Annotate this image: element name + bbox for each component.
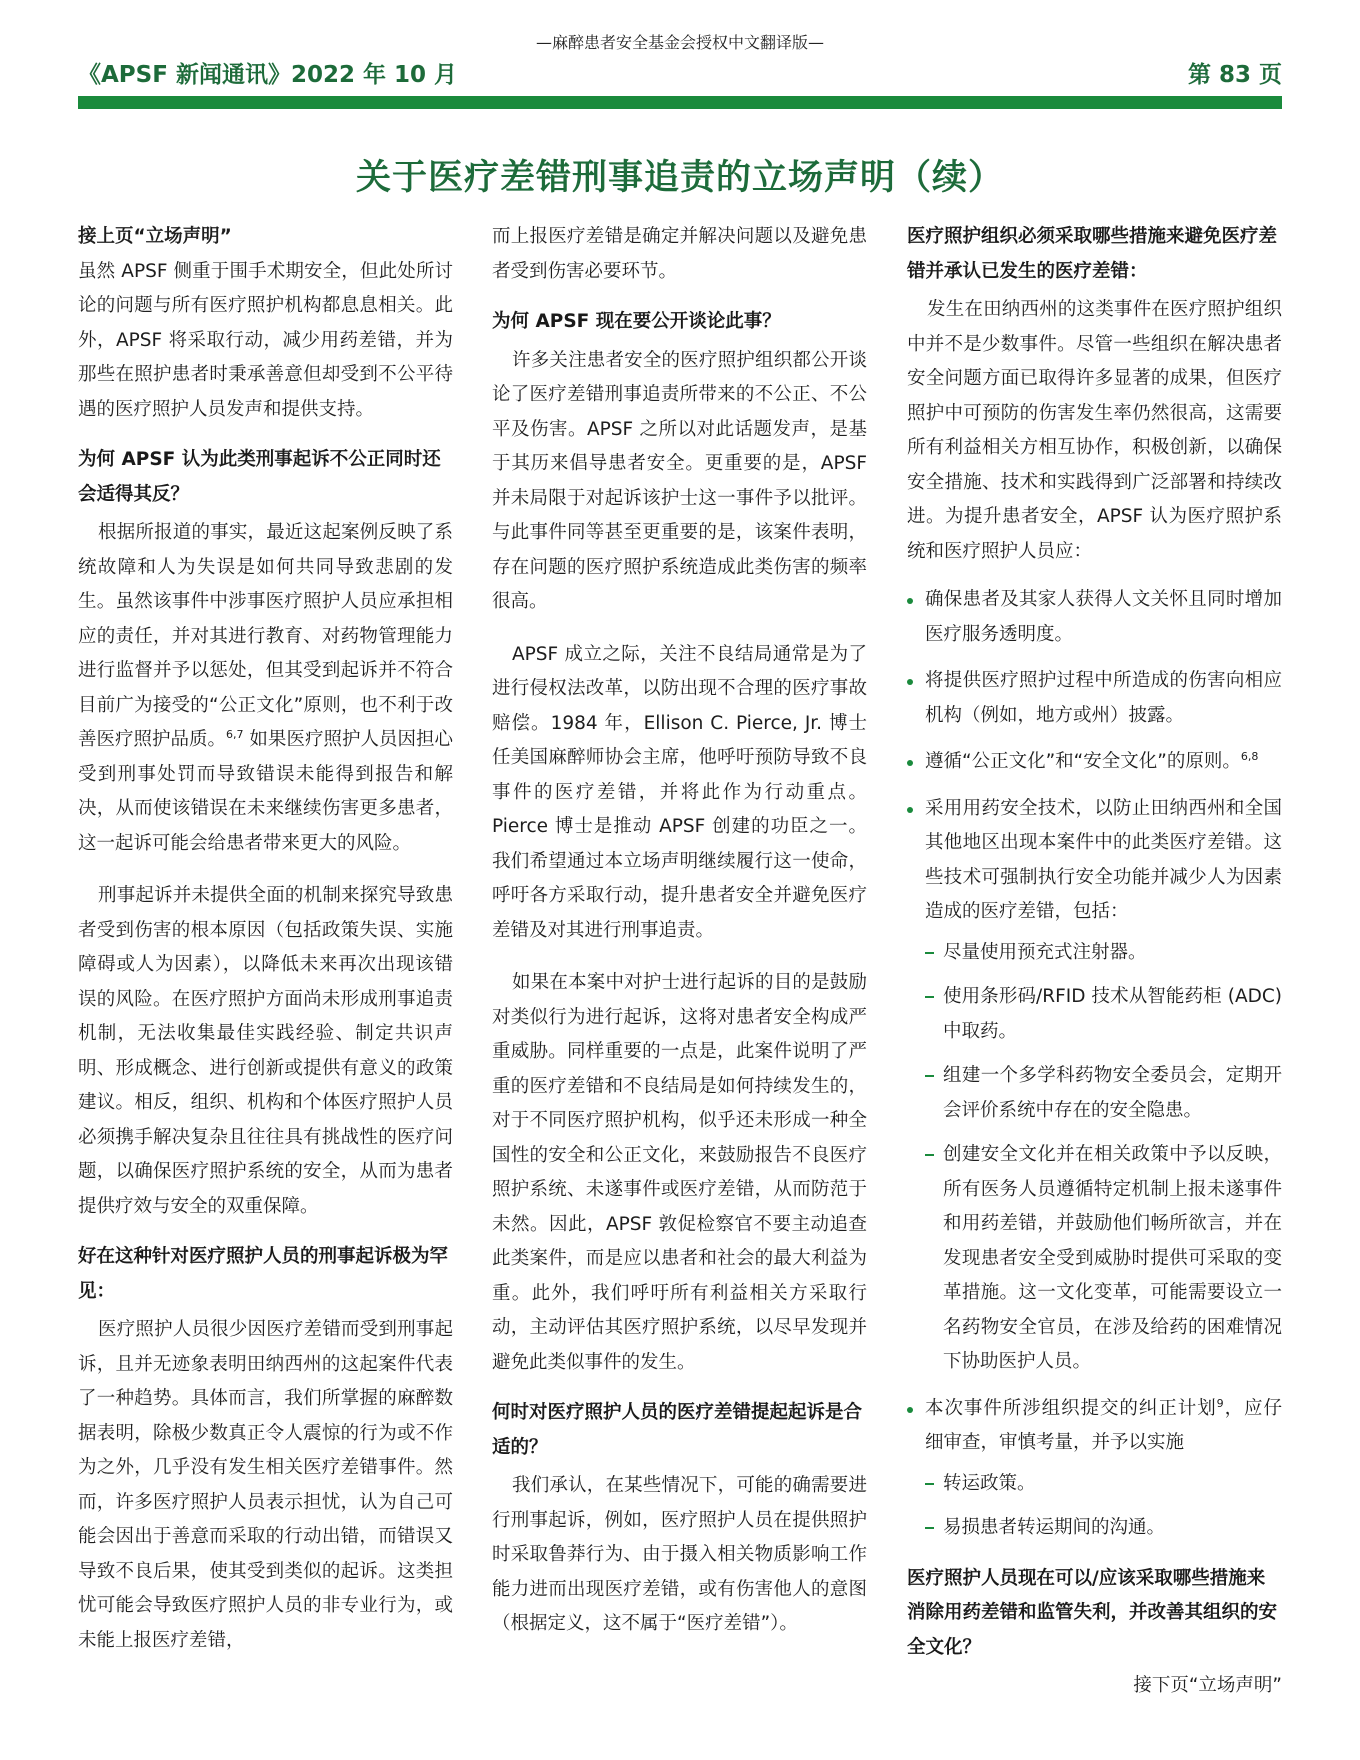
dash-icon xyxy=(925,952,934,954)
bullet-icon xyxy=(907,679,913,685)
paragraph xyxy=(78,516,453,861)
column-2 xyxy=(492,220,867,1642)
paragraph: 医疗照护人员很少因医疗差错而受到刑事起诉，且并无迹象表明田纳西州的这起案件代表了一种趋势。具体而言，我们所掌握的麻醉数据表明，除极少数真正令人震惊的行为或不作为之外，几乎没有发生相关医疗差错事件。然而，许多医疗照护人员表示担忧，认为自己可能会因出于善意而采取的行动出错，而错误又导致不良后果，使其受到类似的起诉。这类担忧可能会导致医疗照护人员的非专业行为，或未能上报医疗差错， xyxy=(78,1319,453,1651)
sub-list-item xyxy=(925,1138,1282,1380)
list-item xyxy=(907,1392,1282,1546)
continued-from-label: 接上页“立场声明” xyxy=(78,226,232,247)
citation: 6,8 xyxy=(1240,749,1259,763)
dash-icon xyxy=(925,996,934,998)
list-item-text: 将提供医疗照护过程中所造成的伤害向相应机构（例如，地方或州）披露。 xyxy=(925,670,1282,726)
list-item-text: 使用条形码/RFID 技术从智能药柜 (ADC) 中取药。 xyxy=(943,986,1282,1042)
list-item-text: 组建一个多学科药物安全委员会，定期开会评价系统中存在的安全隐患。 xyxy=(943,1065,1282,1121)
continued-on-label: 接下页“立场声明” xyxy=(1133,1675,1282,1696)
column-3 xyxy=(907,220,1282,1722)
list-item-text: 本次事件所涉组织提交的纠正计划 xyxy=(925,1397,1217,1419)
list-item-text: 遵循“公正文化”和“安全文化”的原则。 xyxy=(925,751,1241,772)
list-item-text: ，应仔细审查，审慎考量，并予以实施 xyxy=(925,1397,1282,1453)
column-1 xyxy=(78,220,453,1658)
section-heading: 为何 APSF 现在要公开谈论此事？ xyxy=(492,311,781,332)
list-item xyxy=(907,792,1282,1380)
bullet-icon xyxy=(907,598,913,604)
sub-list-item xyxy=(925,980,1282,1049)
dash-icon xyxy=(925,1154,934,1156)
paragraph: 刑事起诉并未提供全面的机制来探究导致患者受到伤害的根本原因（包括政策失误、实施障碍或人为因素），以降低未来再次出现该错误的风险。在医疗照护方面尚未形成刑事追责机制，无法收集最佳实践经验、制定共识声明、形成概念、进行创新或提供有意义的政策建议。相反，组织、机构和个体医疗照护人员必须携手解决复杂且往往具有挑战性的医疗问题，以确保医疗照护系统的安全，从而为患者提供疗效与安全的双重保障。 xyxy=(78,885,453,1217)
list-item-text: 易损患者转运期间的沟通。 xyxy=(943,1517,1166,1538)
citation: 6,7 xyxy=(226,727,244,741)
dash-icon xyxy=(925,1483,934,1485)
section-heading: 医疗照护人员现在可以/应该采取哪些措施来消除用药差错和监管失利，并改善其组织的安全文化？ xyxy=(907,1567,1278,1658)
list-item-text: 采用用药安全技术，以防止田纳西州和全国其他地区出现本案件中的此类医疗差错。这些技术可强制执行安全功能并减少人为因素造成的医疗差错，包括： xyxy=(925,797,1282,922)
paragraph: 许多关注患者安全的医疗照护组织都公开谈论了医疗差错刑事追责所带来的不公正、不公平及伤害。APSF 之所以对此话题发声，是基于其历来倡导患者安全。更重要的是，APSF 并未局限于对起诉该护士这一事件予以批评。与此事件同等甚至更重要的是，该案件表明，存在问题的医疗照护系统造成此类伤害的频率很高。 xyxy=(492,349,867,612)
list-item-text: 确保患者及其家人获得人文关怀且同时增加医疗服务透明度。 xyxy=(925,589,1282,645)
list-item-text: 尽量使用预充式注射器。 xyxy=(943,941,1147,963)
recommendation-list xyxy=(907,583,1282,1546)
list-item xyxy=(907,664,1282,733)
bullet-icon xyxy=(907,760,913,766)
list-item xyxy=(907,745,1282,780)
section-heading: 为何 APSF 认为此类刑事起诉不公正同时还会适得其反？ xyxy=(78,449,441,505)
dash-icon xyxy=(925,1527,934,1529)
section-heading: 何时对医疗照护人员的医疗差错提起起诉是合适的？ xyxy=(492,1402,863,1458)
sub-list-item xyxy=(925,936,1282,971)
article-title: 关于医疗差错刑事追责的立场声明（续） xyxy=(355,158,1004,198)
list-item-text: 转运政策。 xyxy=(943,1472,1036,1494)
sub-list-item xyxy=(925,1511,1282,1546)
section-heading: 医疗照护组织必须采取哪些措施来避免医疗差错并承认已发生的医疗差错： xyxy=(907,226,1278,282)
sub-list xyxy=(925,1467,1282,1546)
paragraph: APSF 成立之际，关注不良结局通常是为了进行侵权法改革，以防出现不合理的医疗事故赔偿。1984 年，Ellison C. Pierce, Jr. 博士任美国麻醉师协会主席，他呼吁预防导致不良事件的医疗差错，并将此作为行动重点。Pierce 博士是推动 APSF 创建的功臣之一。我们希望通过本立场声明继续履行这一使命，呼吁各方采取行动，提升患者安全并避免医疗差错及对其进行刑事追责。 xyxy=(492,643,867,941)
paragraph: 而上报医疗差错是确定并解决问题以及避免患者受到伤害必要环节。 xyxy=(492,226,867,282)
paragraph: 如果在本案中对护士进行起诉的目的是鼓励对类似行为进行起诉，这将对患者安全构成严重威胁。同样重要的一点是，此案件说明了严重的医疗差错和不良结局是如何持续发生的，对于不同医疗照护机构，似乎还未形成一种全国性的安全和公正文化，来鼓励报告不良医疗照护系统、未遂事件或医疗差错，从而防范于未然。因此，APSF 敦促检察官不要主动追查此类案件，而是应以患者和社会的最大利益为重。此外，我们呼吁所有利益相关方采取行动，主动评估其医疗照护系统，以尽早发现并避免此类似事件的发生。 xyxy=(492,972,867,1373)
paragraph-text: 根据所报道的事实，最近这起案例反映了系统故障和人为失误是如何共同导致悲剧的发生。虽然该事件中涉事医疗照护人员应承担相应的责任，并对其进行教育、对药物管理能力进行监督并予以惩处，但其受到起诉并不符合目前广为接受的“公正文化”原则，也不利于改善医疗照护品质。 xyxy=(78,522,453,750)
page-number: 第 83 页 xyxy=(1187,62,1282,88)
dash-icon xyxy=(925,1075,934,1077)
sub-list xyxy=(925,936,1282,1380)
paragraph: 我们承认，在某些情况下，可能的确需要进行刑事起诉，例如，医疗照护人员在提供照护时采取鲁莽行为、由于摄入相关物质影响工作能力进而出现医疗差错，或有伤害他人的意图（根据定义，这不属于“医疗差错”）。 xyxy=(492,1475,867,1634)
bullet-icon xyxy=(907,807,913,813)
paragraph: 虽然 APSF 侧重于围手术期安全，但此处所讨论的问题与所有医疗照护机构都息息相关。此外，APSF 将采取行动，减少用药差错，并为那些在照护患者时秉承善意但却受到不公平待遇的医疗照护人员发声和提供支持。 xyxy=(78,260,453,420)
section-heading: 好在这种针对医疗照护人员的刑事起诉极为罕见： xyxy=(78,1246,449,1302)
translation-notice: —麻醉患者安全基金会授权中文翻译版— xyxy=(535,33,824,52)
paragraph-text: 如果医疗照护人员因担心受到刑事处罚而导致错误未能得到报告和解决，从而使该错误在未来继续伤害更多患者，这一起诉可能会给患者带来更大的风险。 xyxy=(78,729,453,854)
bullet-icon xyxy=(907,1407,913,1413)
header-divider xyxy=(78,96,1282,109)
list-item xyxy=(907,583,1282,652)
paragraph: 发生在田纳西州的这类事件在医疗照护组织中并不是少数事件。尽管一些组织在解决患者安全问题方面已取得许多显著的成果，但医疗照护中可预防的伤害发生率仍然很高，这需要所有利益相关方相互协作，积极创新，以确保安全措施、技术和实践得到广泛部署和持续改进。为提升患者安全，APSF 认为医疗照护系统和医疗照护人员应： xyxy=(907,299,1282,562)
citation: 9 xyxy=(1216,1396,1224,1410)
sub-list-item xyxy=(925,1059,1282,1128)
sub-list-item xyxy=(925,1467,1282,1502)
list-item-text: 创建安全文化并在相关政策中予以反映，所有医务人员遵循特定机制上报未遂事件和用药差错，并鼓励他们畅所欲言，并在发现患者安全受到威胁时提供可采取的变革措施。这一文化变革，可能需要设立一名药物安全官员，在涉及给药的困难情况下协助医护人员。 xyxy=(943,1144,1282,1372)
newsletter-issue: 《APSF 新闻通讯》2022 年 10 月 xyxy=(78,62,457,88)
